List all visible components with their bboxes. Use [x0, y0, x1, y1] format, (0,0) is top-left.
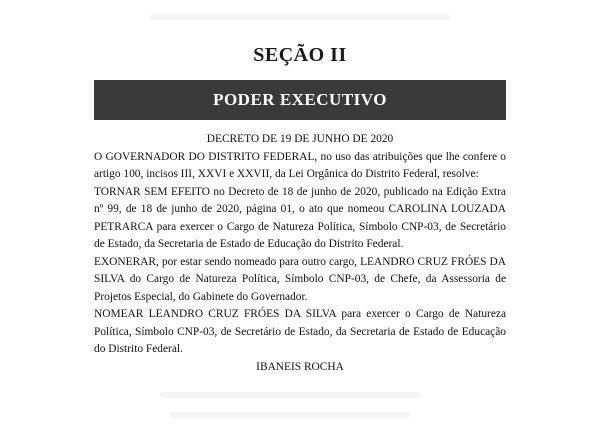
decree-preamble: O GOVERNADOR DO DISTRITO FEDERAL, no uso das atribuições que lhe confere o artigo 100, incisos III, XXVI e XXVII, da Lei Orgânica do Distrito Federal, resolve:: [94, 150, 506, 180]
section-title: SEÇÃO II: [253, 44, 347, 66]
decree-paragraph-annul: TORNAR SEM EFEITO no Decreto de 18 de junho de 2020, publicado na Edição Extra nº 99, de 18 de junho de 2020, página 01, o ato que nomeou CAROLINA LOUZADA PETRARCA para exercer o Cargo de Natureza Política, Símbolo CNP-03, de Secretário de Estado, da Secretaria de Estado de Educação do Distrito Federal.: [94, 185, 506, 250]
faded-text-bottom-2: [170, 412, 410, 418]
banner-title: PODER EXECUTIVO: [213, 90, 387, 109]
decree-paragraph-appoint: NOMEAR LEANDRO CRUZ FRÓES DA SILVA para exercer o Cargo de Natureza Política, Símbolo CNP-03, de Secretário de Estado, da Secretaria de Estado de Educação do Distrito Federal.: [94, 308, 506, 355]
faded-text-top: [150, 14, 450, 20]
decree-signature: IBANEIS ROCHA: [256, 360, 344, 373]
decree-heading: DECRETO DE 19 DE JUNHO DE 2020: [206, 133, 394, 145]
section-banner: [94, 80, 506, 120]
decree-body: [94, 131, 506, 376]
decree-paragraph-dismiss: EXONERAR, por estar sendo nomeado para outro cargo, LEANDRO CRUZ FRÓES DA SILVA do Cargo de Natureza Política, Símbolo CNP-03, de Chefe, da Assessoria de Projetos Especial, do Gabinete do Governador.: [94, 255, 506, 303]
faded-text-bottom-1: [160, 392, 420, 398]
